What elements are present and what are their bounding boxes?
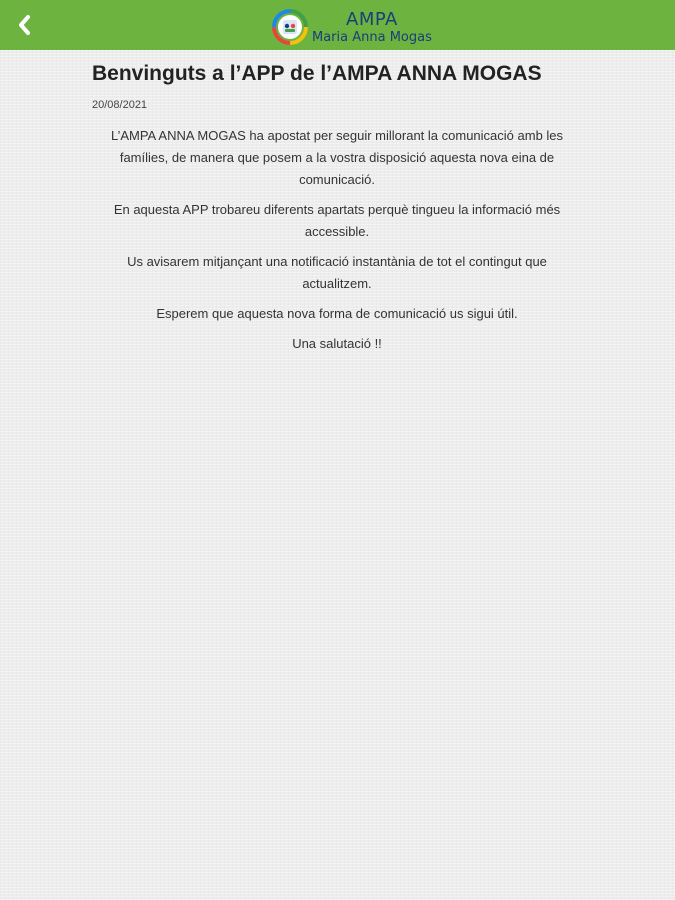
app-title: AMPA <box>346 8 398 30</box>
chevron-left-icon <box>16 14 32 36</box>
article-title: Benvinguts a l’APP de l’AMPA ANNA MOGAS <box>92 62 542 85</box>
back-button[interactable] <box>0 0 48 50</box>
article-paragraph: En aquesta APP trobareu diferents apartats perquè tingueu la informació més accessible. <box>113 202 561 239</box>
article-paragraph: Us avisarem mitjançant una notificació instantània de tot el contingut que actualitzem. <box>127 254 547 291</box>
article-date: 20/08/2021 <box>92 99 148 111</box>
app-subtitle: Maria Anna Mogas <box>312 29 432 45</box>
article-paragraph: Esperem que aquesta nova forma de comunicació us sigui útil. <box>156 306 518 321</box>
article-paragraph: Una salutació !! <box>292 336 382 351</box>
ampa-logo-icon <box>272 9 308 45</box>
brand <box>272 8 432 46</box>
app-bar <box>0 0 675 50</box>
article-paragraph: L’AMPA ANNA MOGAS ha apostat per seguir millorant la comunicació amb les famílies, de manera que posem a la vostra disposició aquesta nova eina de comunicació. <box>110 128 564 187</box>
article <box>92 62 582 363</box>
article-body <box>92 125 582 355</box>
